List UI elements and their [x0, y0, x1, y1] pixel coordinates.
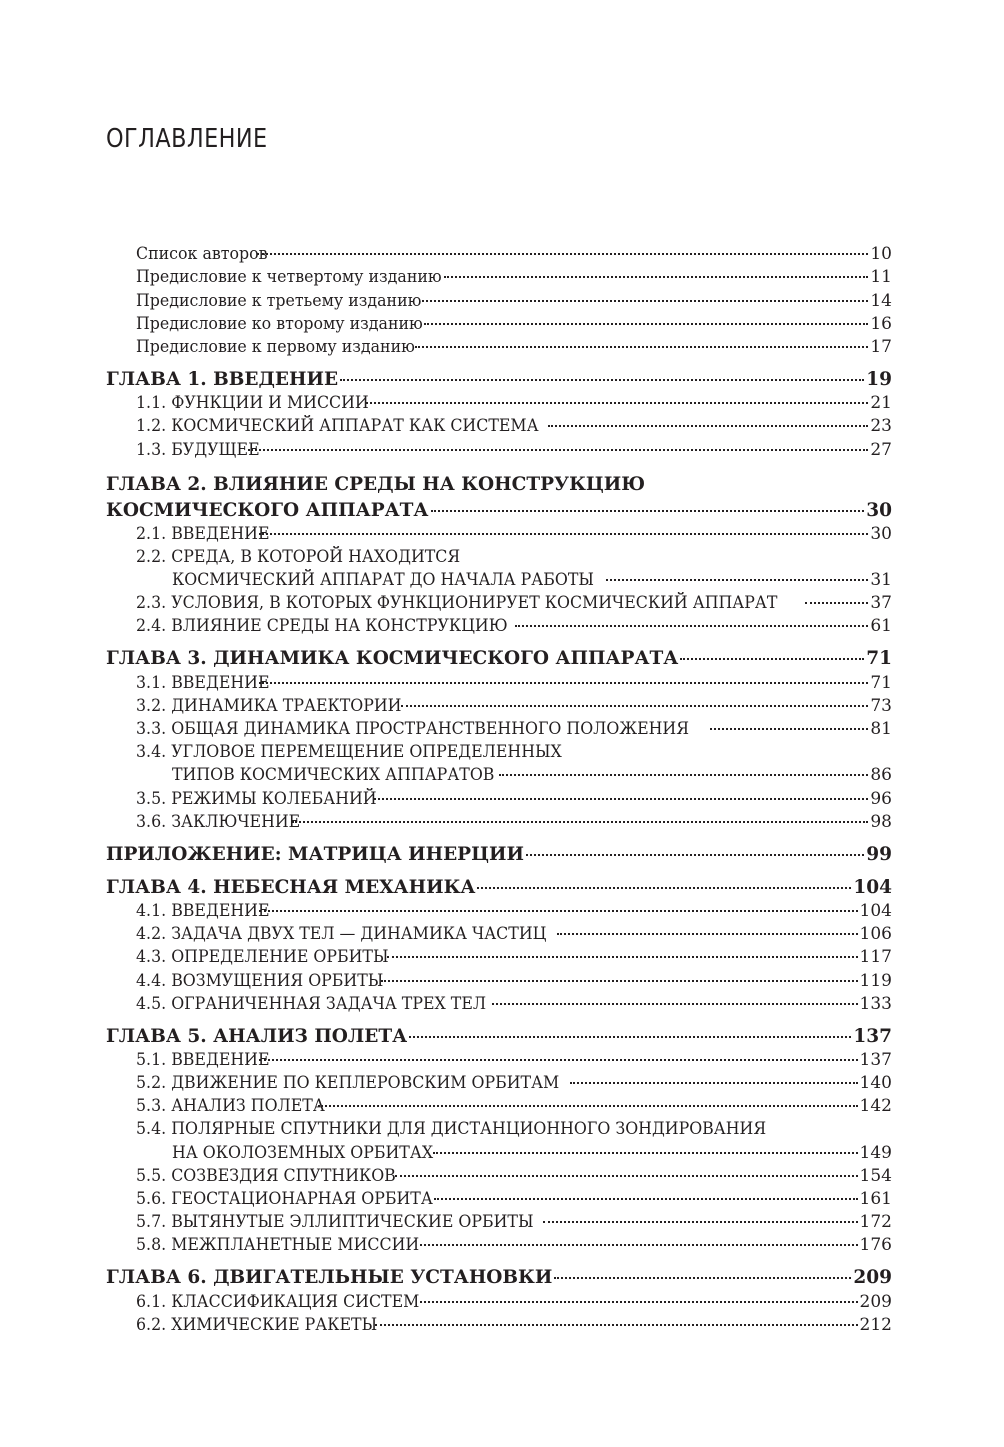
dot-leader — [477, 887, 851, 889]
toc-entry-title: НА ОКОЛОЗЕМНЫХ ОРБИТАХ — [172, 1142, 434, 1163]
dot-leader — [710, 728, 868, 730]
toc-section-row[interactable] — [106, 785, 892, 808]
toc-section-row[interactable] — [106, 311, 892, 334]
toc-entry — [136, 673, 892, 693]
toc-section-row[interactable] — [106, 287, 892, 310]
toc-entry-title: 3.2. ДИНАМИКА ТРАЕКТОРИИ — [136, 695, 402, 716]
toc-entry — [136, 696, 892, 716]
dot-leader — [543, 1221, 858, 1223]
toc-entry-title: 5.4. ПОЛЯРНЫЕ СПУТНИКИ ДЛЯ ДИСТАНЦИОННОГО ЗОНДИРОВАНИЯ — [136, 1119, 767, 1140]
toc-page-number: 104 — [859, 900, 892, 921]
toc-page-number: 86 — [870, 765, 892, 786]
toc-page-number: 154 — [859, 1165, 892, 1186]
toc-section-row[interactable] — [106, 898, 892, 921]
toc-entry — [136, 593, 892, 613]
toc-page-number: 10 — [870, 244, 892, 265]
toc-chapter-row[interactable] — [106, 636, 892, 669]
dot-leader — [409, 1036, 851, 1038]
toc-entry-title: 3.4. УГЛОВОЕ ПЕРЕМЕЩЕНИЕ ОПРЕДЕЛЕННЫХ — [136, 742, 562, 763]
dot-leader — [431, 510, 865, 512]
toc-entry-title: 2.3. УСЛОВИЯ, В КОТОРЫХ ФУНКЦИОНИРУЕТ КОСМИЧЕСКИЙ АППАРАТ — [136, 593, 778, 614]
toc-page-number: 104 — [853, 876, 892, 898]
toc-entry — [106, 878, 892, 898]
toc-entry — [106, 501, 892, 521]
toc-page-number: 30 — [870, 523, 892, 544]
dot-leader — [248, 449, 868, 451]
toc-entry — [136, 440, 892, 460]
toc-section-row[interactable] — [106, 1163, 892, 1186]
toc-page-number: 161 — [859, 1189, 892, 1209]
toc-entry — [106, 370, 892, 390]
toc-page-number: 209 — [853, 1267, 892, 1289]
toc-page-number: 81 — [870, 719, 892, 739]
toc-page-number: 14 — [870, 290, 892, 311]
dot-leader — [515, 625, 868, 627]
toc-entry — [136, 267, 892, 287]
toc-entry — [136, 1119, 892, 1139]
dot-leader — [805, 602, 868, 604]
toc-entry — [136, 789, 892, 809]
toc-entry-title: 1.3. БУДУЩЕЕ — [136, 439, 260, 460]
toc-entry — [136, 1096, 892, 1116]
toc-entry — [136, 994, 892, 1014]
toc-page-number: 142 — [859, 1096, 892, 1117]
toc-section-row[interactable] — [106, 762, 892, 785]
dot-leader — [387, 956, 858, 958]
toc-page-number: 149 — [859, 1142, 892, 1163]
toc-page-number: 212 — [859, 1314, 892, 1335]
toc-entry — [136, 719, 892, 739]
toc-section-row[interactable] — [106, 1209, 892, 1232]
dot-leader — [526, 854, 864, 856]
toc-entry — [136, 1166, 892, 1186]
toc-chapter-row[interactable] — [106, 832, 892, 865]
dot-leader — [415, 346, 868, 348]
page-title: ОГЛАВЛЕНИЕ — [106, 124, 268, 154]
toc-page-number: 19 — [866, 368, 892, 390]
toc-entry — [136, 547, 892, 567]
toc-section-row[interactable] — [106, 334, 892, 357]
toc-entry — [172, 1143, 892, 1163]
toc-page-number: 106 — [859, 924, 892, 945]
dot-leader — [680, 658, 864, 660]
toc-entry — [136, 524, 892, 544]
toc-section-row[interactable] — [106, 613, 892, 636]
toc-page-number: 17 — [870, 336, 892, 357]
toc-page-number: 61 — [870, 616, 892, 637]
dot-leader — [554, 1277, 851, 1279]
toc-section-row[interactable] — [106, 693, 892, 716]
dot-leader — [420, 1301, 858, 1303]
toc-section-row[interactable] — [106, 590, 892, 613]
dot-leader — [381, 980, 857, 982]
toc-page-number: 16 — [870, 313, 892, 334]
toc-entry-title: 4.3. ОПРЕДЕЛЕНИЕ ОРБИТЫ — [136, 947, 389, 968]
toc-section-row[interactable] — [106, 921, 892, 944]
dot-leader — [401, 705, 869, 707]
toc-entry-title: ГЛАВА 3. ДИНАМИКА КОСМИЧЕСКОГО АППАРАТА — [106, 648, 679, 670]
toc-page-number: 99 — [866, 843, 892, 865]
toc-section-row[interactable] — [106, 1116, 892, 1139]
toc-entry — [136, 1212, 892, 1232]
dot-leader — [340, 379, 864, 381]
dot-leader — [499, 774, 868, 776]
toc-section-row[interactable] — [106, 809, 892, 832]
toc-entry-title: 6.2. ХИМИЧЕСКИЕ РАКЕТЫ — [136, 1314, 378, 1335]
toc-entry-title: Предисловие к первому изданию — [136, 336, 415, 357]
toc-entry-title: ГЛАВА 1. ВВЕДЕНИЕ — [106, 368, 339, 390]
dot-leader — [570, 1082, 857, 1084]
toc-section-row[interactable] — [106, 1312, 892, 1335]
dot-leader — [366, 402, 869, 404]
toc-entry — [106, 845, 892, 865]
toc-section-row[interactable] — [106, 1047, 892, 1070]
toc-page-number: 96 — [870, 788, 892, 809]
toc-entry-title: ТИПОВ КОСМИЧЕСКИХ АППАРАТОВ — [172, 765, 495, 786]
toc-chapter-row[interactable] — [106, 865, 892, 898]
toc-entry-title: 4.1. ВВЕДЕНИЕ — [136, 900, 270, 921]
toc-entry-title: 5.8. МЕЖПЛАНЕТНЫЕ МИССИИ — [136, 1235, 420, 1256]
toc-entry-title: 5.3. АНАЛИЗ ПОЛЕТА — [136, 1096, 325, 1117]
toc-entry — [136, 1235, 892, 1255]
toc-page-number: 137 — [853, 1025, 892, 1047]
toc-entry — [106, 475, 892, 495]
toc-section-row[interactable] — [106, 413, 892, 436]
toc-entry-title: ГЛАВА 4. НЕБЕСНАЯ МЕХАНИКА — [106, 876, 476, 898]
toc-entry — [136, 742, 892, 762]
dot-leader — [292, 821, 868, 823]
toc-page-number: 71 — [866, 648, 892, 670]
toc-entry-title: 2.1. ВВЕДЕНИЕ — [136, 523, 270, 544]
toc-entry — [136, 416, 892, 436]
toc-section-row[interactable] — [106, 241, 892, 264]
dot-leader — [606, 579, 868, 581]
toc-entry — [136, 1292, 892, 1312]
toc-entry — [136, 616, 892, 636]
dot-leader — [557, 933, 858, 935]
toc-section-row[interactable] — [106, 1093, 892, 1116]
toc-section-row[interactable] — [106, 716, 892, 739]
toc-entry-title: 3.1. ВВЕДЕНИЕ — [136, 672, 270, 693]
toc-section-row[interactable] — [106, 967, 892, 990]
toc-entry-title: ГЛАВА 2. ВЛИЯНИЕ СРЕДЫ НА КОНСТРУКЦИЮ — [106, 473, 646, 495]
toc-entry-title: Предисловие к четвертому изданию — [136, 267, 442, 288]
toc-section-row[interactable] — [106, 1288, 892, 1311]
toc-entry-title: ГЛАВА 5. АНАЛИЗ ПОЛЕТА — [106, 1025, 408, 1047]
toc-entry-title: 3.3. ОБЩАЯ ДИНАМИКА ПРОСТРАНСТВЕННОГО ПОЛОЖЕНИЯ — [136, 719, 689, 739]
toc-page-number: 176 — [859, 1235, 892, 1256]
toc-entry — [136, 314, 892, 334]
toc-entry-title: 5.5. СОЗВЕЗДИЯ СПУТНИКОВ — [136, 1165, 396, 1186]
dot-leader — [259, 533, 869, 535]
dot-leader — [374, 798, 868, 800]
toc-entry — [136, 924, 892, 944]
toc-page-number: 31 — [870, 570, 892, 591]
toc-entry — [106, 649, 892, 669]
toc-entry-title: ПРИЛОЖЕНИЕ: МАТРИЦА ИНЕРЦИИ — [106, 843, 524, 865]
toc-chapter-row[interactable] — [106, 495, 892, 521]
toc-entry-title: 2.2. СРЕДА, В КОТОРОЙ НАХОДИТСЯ — [136, 546, 461, 567]
toc-page-number: 37 — [870, 593, 892, 614]
toc-entry-title: 3.5. РЕЖИМЫ КОЛЕБАНИЙ — [136, 788, 377, 809]
toc-page-number: 27 — [870, 439, 892, 460]
dot-leader — [422, 300, 868, 302]
toc-entry-title: 2.4. ВЛИЯНИЕ СРЕДЫ НА КОНСТРУКЦИЮ — [136, 616, 508, 637]
toc-entry — [136, 947, 892, 967]
toc-entry — [136, 1315, 892, 1335]
toc-entry — [136, 291, 892, 311]
toc-chapter-row[interactable] — [106, 1255, 892, 1288]
toc-section-row[interactable] — [106, 739, 892, 762]
toc-entry-title: Предисловие ко второму изданию — [136, 313, 423, 334]
toc-entry-title: 5.7. ВЫТЯНУТЫЕ ЭЛЛИПТИЧЕСКИЕ ОРБИТЫ — [136, 1212, 534, 1233]
toc-page-number: 209 — [859, 1291, 892, 1312]
dot-leader — [375, 1324, 858, 1326]
toc-section-row[interactable] — [106, 1070, 892, 1093]
toc-entry — [172, 765, 892, 785]
toc-entry-title: ГЛАВА 6. ДВИГАТЕЛЬНЫЕ УСТАНОВКИ — [106, 1267, 553, 1289]
toc-entry — [136, 1050, 892, 1070]
toc-entry-title: 1.2. КОСМИЧЕСКИЙ АППАРАТ КАК СИСТЕМА — [136, 416, 539, 437]
toc-entry-title: Предисловие к третьему изданию — [136, 290, 422, 311]
toc-page-number: 98 — [870, 811, 892, 832]
toc-entry-title: 4.4. ВОЗМУЩЕНИЯ ОРБИТЫ — [136, 970, 384, 991]
toc-page-number: 137 — [859, 1049, 892, 1070]
dot-leader — [444, 276, 868, 278]
toc-page-number: 73 — [870, 695, 892, 716]
toc-section-row[interactable] — [106, 544, 892, 567]
toc-section-row[interactable] — [106, 390, 892, 413]
dot-leader — [259, 1059, 858, 1061]
toc-section-row[interactable] — [106, 1186, 892, 1209]
dot-leader — [434, 1198, 857, 1200]
toc-chapter-row[interactable] — [106, 357, 892, 390]
toc-entry — [136, 393, 892, 413]
toc-page-number: 119 — [859, 970, 892, 991]
dot-leader — [259, 682, 869, 684]
toc-page-number: 117 — [859, 947, 892, 968]
toc-entry-title: 5.6. ГЕОСТАЦИОНАРНАЯ ОРБИТА — [136, 1189, 433, 1209]
dot-leader — [395, 1175, 858, 1177]
toc-entry — [136, 971, 892, 991]
toc-entry-title: 4.2. ЗАДАЧА ДВУХ ТЕЛ — ДИНАМИКА ЧАСТИЦ — [136, 924, 547, 945]
toc-section-row[interactable] — [106, 944, 892, 967]
toc-page-number: 30 — [866, 499, 892, 521]
dot-leader — [548, 425, 868, 427]
toc-page-number: 133 — [859, 993, 892, 1014]
toc-chapter-row[interactable] — [106, 1014, 892, 1047]
dot-leader — [259, 910, 858, 912]
toc-entry — [106, 1268, 892, 1288]
toc-page-number: 23 — [870, 416, 892, 437]
toc-page-number: 172 — [859, 1212, 892, 1233]
table-of-contents — [106, 241, 892, 1335]
toc-page-number: 71 — [870, 672, 892, 693]
toc-section-row[interactable] — [106, 436, 892, 459]
toc-page-number: 140 — [859, 1073, 892, 1094]
toc-section-row[interactable] — [106, 669, 892, 692]
dot-leader — [420, 1244, 858, 1246]
dot-leader — [318, 1105, 857, 1107]
toc-entry-title: 5.1. ВВЕДЕНИЕ — [136, 1049, 270, 1070]
dot-leader — [492, 1003, 858, 1005]
toc-section-row[interactable] — [106, 567, 892, 590]
toc-entry — [136, 244, 892, 264]
toc-page-number: 11 — [870, 267, 892, 288]
toc-entry — [136, 1073, 892, 1093]
toc-entry-title: 1.1. ФУНКЦИИ И МИССИИ — [136, 393, 369, 414]
toc-entry-title: 5.2. ДВИЖЕНИЕ ПО КЕПЛЕРОВСКИМ ОРБИТАМ — [136, 1073, 560, 1094]
dot-leader — [424, 323, 869, 325]
toc-entry-title: КОСМИЧЕСКИЙ АППАРАТ ДО НАЧАЛА РАБОТЫ — [172, 570, 594, 591]
dot-leader — [433, 1152, 857, 1154]
toc-page-number: 21 — [870, 393, 892, 414]
toc-entry — [136, 1189, 892, 1209]
toc-section-row[interactable] — [106, 1139, 892, 1162]
toc-entry-title: 3.6. ЗАКЛЮЧЕНИЕ — [136, 811, 301, 832]
toc-section-row[interactable] — [106, 521, 892, 544]
toc-entry — [106, 1027, 892, 1047]
toc-chapter-row[interactable] — [106, 460, 892, 495]
toc-entry — [136, 337, 892, 357]
toc-entry-title: КОСМИЧЕСКОГО АППАРАТА — [106, 499, 429, 521]
toc-entry — [136, 901, 892, 921]
dot-leader — [257, 253, 869, 255]
toc-entry — [172, 570, 892, 590]
toc-section-row[interactable] — [106, 1232, 892, 1255]
toc-section-row[interactable] — [106, 264, 892, 287]
toc-entry — [136, 812, 892, 832]
toc-section-row[interactable] — [106, 991, 892, 1014]
toc-entry-title: Список авторов — [136, 244, 268, 265]
toc-entry-title: 6.1. КЛАССИФИКАЦИЯ СИСТЕМ — [136, 1291, 420, 1312]
toc-entry-title: 4.5. ОГРАНИЧЕННАЯ ЗАДАЧА ТРЕХ ТЕЛ — [136, 993, 487, 1014]
